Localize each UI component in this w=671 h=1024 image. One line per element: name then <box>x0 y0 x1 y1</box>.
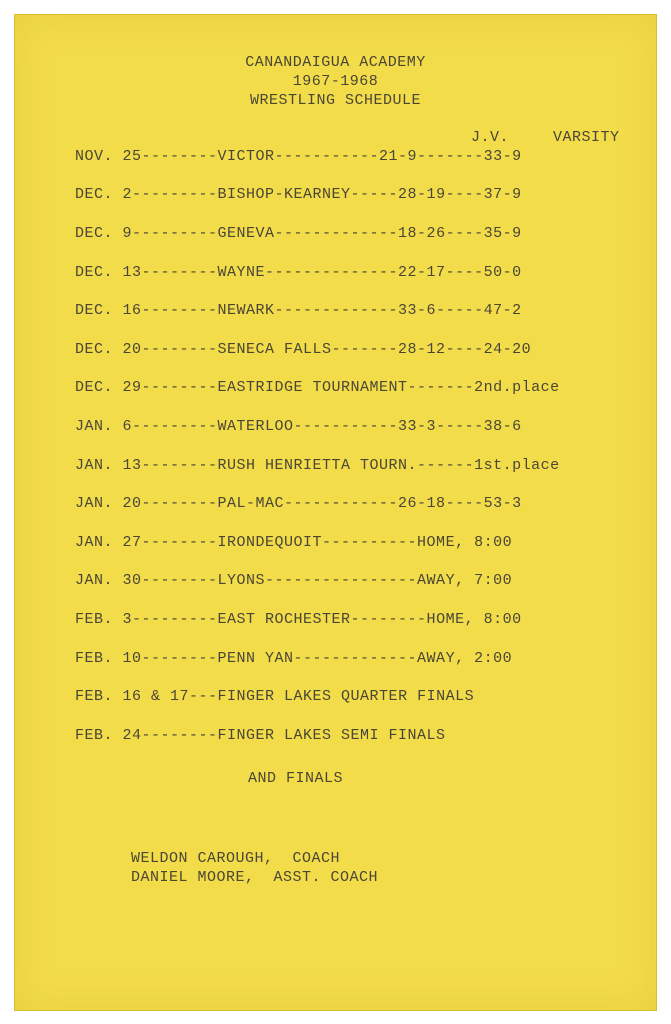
match-details: ---------EAST ROCHESTER--------HOME, 8:00 <box>132 610 522 628</box>
match-details: ---------GENEVA-------------18-26----35-9 <box>132 224 522 242</box>
match-date: JAN. 27 <box>75 533 142 551</box>
schedule-row <box>75 330 560 369</box>
match-details: ---------WATERLOO-----------33-3-----38-6 <box>132 417 522 435</box>
schedule-row <box>75 446 560 485</box>
match-date: FEB. 24 <box>75 726 142 744</box>
assistant-coach: DANIEL MOORE, ASST. COACH <box>131 869 379 886</box>
school-years: 1967-1968 <box>292 73 379 90</box>
match-details: --------RUSH HENRIETTA TOURN.------1st.place <box>141 456 560 474</box>
match-date: JAN. 13 <box>75 456 142 474</box>
schedule-row <box>75 523 560 562</box>
schedule-row <box>75 214 560 253</box>
match-details: --------IRONDEQUOIT----------HOME, 8:00 <box>141 533 513 551</box>
head-coach: WELDON CAROUGH, COACH <box>131 850 341 867</box>
match-date: NOV. 25 <box>75 147 142 165</box>
schedule-row <box>75 600 560 639</box>
schedule-row <box>75 137 560 176</box>
document-header <box>15 53 656 110</box>
schedule-row <box>75 253 560 292</box>
match-details: --------LYONS----------------AWAY, 7:00 <box>141 572 513 590</box>
match-details: --------FINGER LAKES SEMI FINALS <box>141 726 446 744</box>
schedule-row <box>75 562 560 601</box>
finals-continuation: AND FINALS <box>248 770 344 787</box>
document-title: WRESTLING SCHEDULE <box>249 92 422 109</box>
schedule-row <box>75 291 560 330</box>
schedule-row <box>75 176 560 215</box>
match-date: DEC. 16 <box>75 302 142 320</box>
match-details: --------NEWARK-------------33-6-----47-2 <box>141 302 522 320</box>
match-date: DEC. 20 <box>75 340 142 358</box>
jv-column-header: J.V. <box>471 129 510 146</box>
match-details: --------SENECA FALLS-------28-12----24-20 <box>141 340 532 358</box>
match-date: DEC. 2 <box>75 186 133 204</box>
match-date: JAN. 30 <box>75 572 142 590</box>
match-details: --------PENN YAN-------------AWAY, 2:00 <box>141 649 513 667</box>
schedule-row <box>75 677 560 716</box>
schedule-card <box>14 14 657 1011</box>
match-date: FEB. 10 <box>75 649 142 667</box>
match-details: --------PAL-MAC------------26-18----53-3 <box>141 495 522 513</box>
varsity-column-header: VARSITY <box>553 129 620 146</box>
match-date: JAN. 20 <box>75 495 142 513</box>
match-details: ---FINGER LAKES QUARTER FINALS <box>189 688 475 706</box>
match-details: --------WAYNE--------------22-17----50-0 <box>141 263 522 281</box>
match-date: FEB. 3 <box>75 610 133 628</box>
schedule-row <box>75 639 560 678</box>
match-details: --------EASTRIDGE TOURNAMENT-------2nd.place <box>141 379 560 397</box>
match-details: ---------BISHOP-KEARNEY-----28-19----37-9 <box>132 186 522 204</box>
match-date: DEC. 13 <box>75 263 142 281</box>
match-date: JAN. 6 <box>75 417 133 435</box>
schedule-row <box>75 407 560 446</box>
schedule-row <box>75 369 560 408</box>
schedule-list <box>75 137 560 755</box>
schedule-row <box>75 484 560 523</box>
schedule-row <box>75 716 560 755</box>
coaching-staff <box>131 849 378 887</box>
school-name: CANANDAIGUA ACADEMY <box>245 54 426 71</box>
match-date: FEB. 16 & 17 <box>75 688 190 706</box>
match-date: DEC. 29 <box>75 379 142 397</box>
match-date: DEC. 9 <box>75 224 133 242</box>
match-details: --------VICTOR-----------21-9-------33-9 <box>141 147 522 165</box>
